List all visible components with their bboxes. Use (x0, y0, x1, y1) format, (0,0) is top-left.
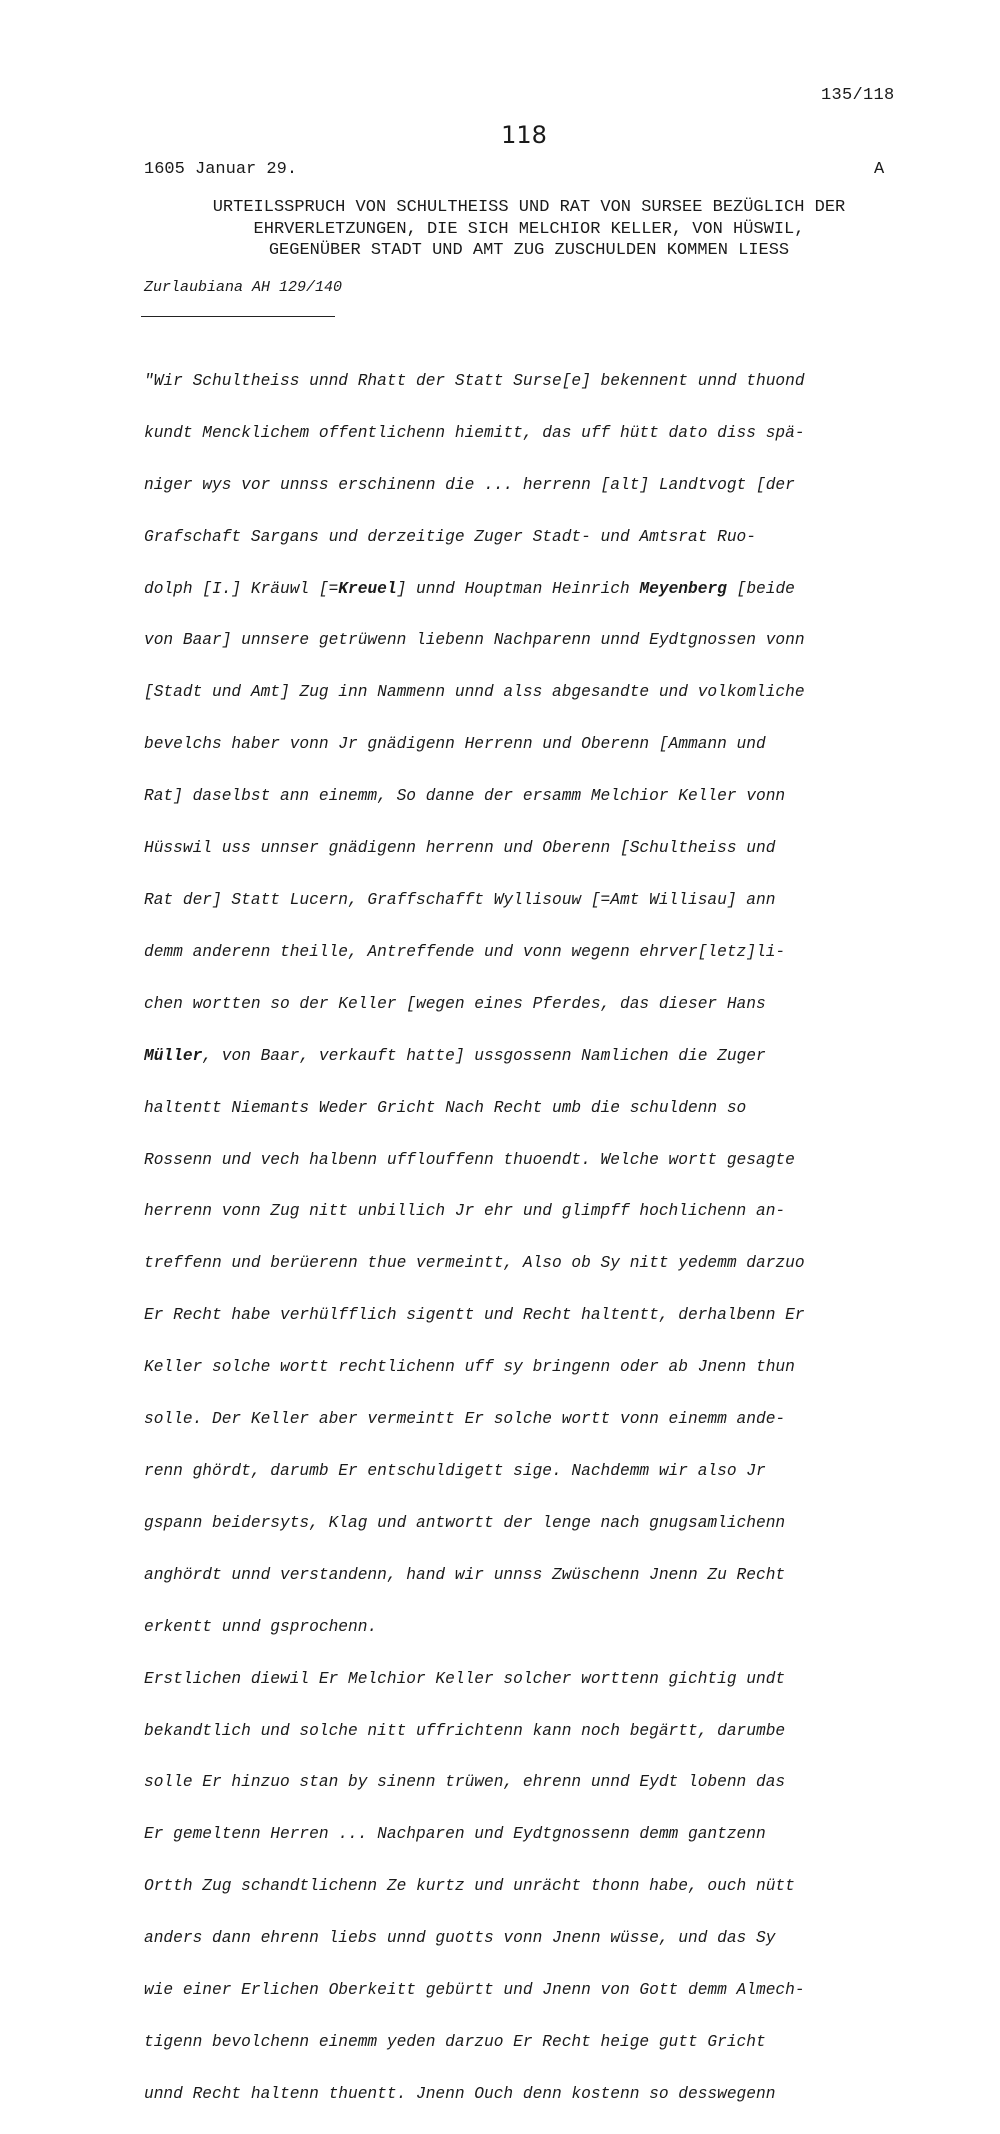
body-line: gspann beidersyts, Klag und antwortt der lenge nach gnugsamlichenn (144, 1513, 786, 1532)
document-number: 118 (501, 121, 547, 149)
body-line: tigenn bevolchenn einemm yeden darzuo Er Recht heige gutt Gricht (144, 2032, 766, 2051)
body-line: unnd Recht haltenn thuentt. Jnenn Ouch denn kostenn so desswegenn (144, 2084, 776, 2103)
body-line: anders dann ehrenn liebs unnd guotts vonn Jnenn wüsse, und das Sy (144, 1929, 776, 1948)
body-line: bekandtlich und solche nitt uffrichtenn kann noch begärtt, darumbe (144, 1721, 786, 1740)
document-date: 1605 Januar 29. (144, 160, 298, 179)
name-kreuel: Kreuel (338, 579, 397, 598)
body-line: [Stadt und Amt] Zug inn Nammenn unnd alss abgesandte und volkomliche (144, 683, 805, 702)
body-line: niger wys vor unnss erschinenn die ... herrenn [alt] Landtvogt [der (144, 475, 795, 494)
body-line: Keller solche wortt rechtlichenn uff sy bringenn oder ab Jnenn thun (144, 1358, 795, 1377)
body-text: [beide (726, 579, 795, 598)
body-text: , von Baar, verkauft hatte] ussgossenn Namlichen die Zuger (202, 1046, 766, 1065)
body-line: erkentt unnd gsprochenn. (144, 1617, 378, 1636)
body-line: Hüsswil uss unnser gnädigenn herrenn und Oberenn [Schultheiss und (144, 839, 776, 858)
document-title (144, 197, 914, 262)
document-marker: A (874, 160, 885, 179)
body-line: von Baar] unnsere getrüwenn liebenn Nachparenn unnd Eydtgnossen vonn (144, 631, 805, 650)
title-line: GEGENÜBER STADT UND AMT ZUG ZUSCHULDEN KOMMEN LIESS (268, 241, 790, 260)
body-line: Rat der] Statt Lucern, Graffschafft Wyllisouw [=Amt Willisau] ann (144, 891, 776, 910)
title-line: URTEILSSPRUCH VON SCHULTHEISS UND RAT VON SURSEE BEZÜGLICH DER (212, 198, 846, 217)
body-line (144, 577, 924, 603)
body-line: chen wortten so der Keller [wegen eines Pferdes, das dieser Hans (144, 994, 766, 1013)
body-line: kundt Mencklichem offentlichenn hiemitt, das uff hütt dato diss spä- (144, 423, 805, 442)
body-line: "Wir Schultheiss unnd Rhatt der Statt Surse[e] bekennent unnd thuond (144, 371, 805, 390)
source-citation: Zurlaubiana AH 129/140 (144, 279, 343, 296)
body-line: Erstlichen diewil Er Melchior Keller solcher worttenn gichtig undt (144, 1669, 786, 1688)
body-line: Rossenn und vech halbenn ufflouffenn thuoendt. Welche wortt gesagte (144, 1150, 795, 1169)
body-line: Rat] daselbst ann einemm, So danne der ersamm Melchior Keller vonn (144, 787, 786, 806)
body-line: herrenn vonn Zug nitt unbillich Jr ehr und glimpff hochlichenn an- (144, 1202, 786, 1221)
body-line: wie einer Erlichen Oberkeitt gebürtt und Jnenn von Gott demm Almech- (144, 1981, 805, 2000)
document-body (144, 343, 924, 2134)
body-line: solle. Der Keller aber vermeintt Er solche wortt vonn einemm ande- (144, 1410, 786, 1429)
name-meyenberg: Meyenberg (639, 579, 727, 598)
body-line: bevelchs haber vonn Jr gnädigenn Herrenn und Oberenn [Ammann und (144, 735, 766, 754)
body-line: demm anderenn theille, Antreffende und vonn wegenn ehrver[letz]li- (144, 942, 786, 961)
body-line: renn ghördt, darumb Er entschuldigett sige. Nachdemm wir also Jr (144, 1461, 766, 1480)
body-line: anghördt unnd verstandenn, hand wir unnss Zwüschenn Jnenn Zu Recht (144, 1565, 786, 1584)
page-reference: 135/118 (821, 86, 895, 105)
body-line: treffenn und berüerenn thue vermeintt, Also ob Sy nitt yedemm darzuo (144, 1254, 805, 1273)
body-line: Grafschaft Sargans und derzeitige Zuger Stadt- und Amtsrat Ruo- (144, 527, 756, 546)
body-line: Ortth Zug schandtlichenn Ze kurtz und unrächt thonn habe, ouch nütt (144, 1877, 795, 1896)
separator-rule (141, 316, 335, 317)
body-line: solle Er hinzuo stan by sinenn trüwen, ehrenn unnd Eydt lobenn das (144, 1773, 786, 1792)
title-line: EHRVERLETZUNGEN, DIE SICH MELCHIOR KELLER, VON HÜSWIL, (253, 219, 805, 239)
name-mueller: Müller (144, 1046, 203, 1065)
body-line: haltentt Niemants Weder Gricht Nach Recht umb die schuldenn so (144, 1098, 747, 1117)
body-line: Er Recht habe verhülfflich sigentt und Recht haltentt, derhalbenn Er (144, 1306, 805, 1325)
body-line (144, 1044, 924, 1070)
body-line: Er gemeltenn Herren ... Nachparen und Eydtgnossenn demm gantzenn (144, 1825, 766, 1844)
body-text: ] unnd Houptman Heinrich (396, 579, 640, 598)
body-text: dolph [I.] Kräuwl [= (144, 579, 339, 598)
